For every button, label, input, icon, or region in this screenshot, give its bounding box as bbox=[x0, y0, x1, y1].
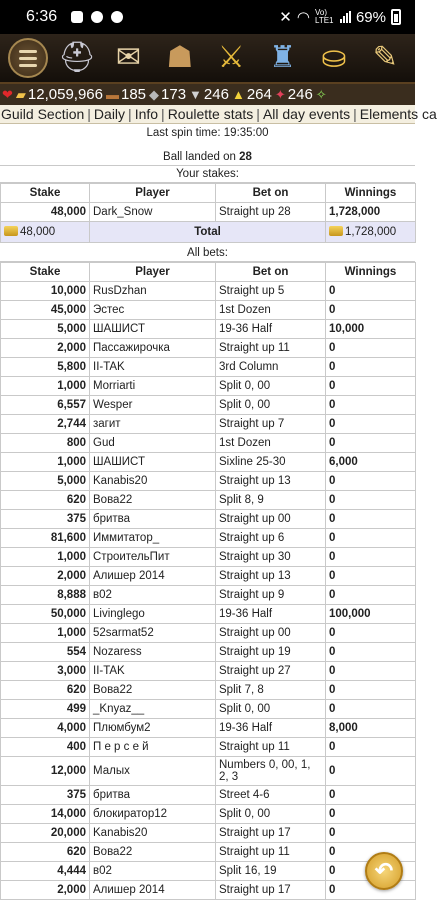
resource-health bbox=[2, 87, 13, 103]
bet-winnings: 100,000 bbox=[326, 605, 416, 624]
bet-winnings: 0 bbox=[326, 700, 416, 719]
menu-icon[interactable] bbox=[8, 38, 48, 78]
wifi-icon: ◠ bbox=[296, 9, 310, 26]
bet-winnings: 0 bbox=[326, 643, 416, 662]
bet-on: Straight up 30 bbox=[216, 548, 326, 567]
table-row bbox=[1, 529, 416, 548]
player-name[interactable]: Gud bbox=[90, 434, 216, 453]
player-header: Player bbox=[90, 263, 216, 282]
chat-notification-icon bbox=[71, 11, 83, 23]
player-name[interactable]: Livinglego bbox=[90, 605, 216, 624]
bet-winnings: 0 bbox=[326, 282, 416, 301]
bet-stake: 4,444 bbox=[1, 862, 90, 881]
bet-on: 1st Dozen bbox=[216, 434, 326, 453]
castle-icon[interactable]: ♜ bbox=[269, 41, 297, 74]
player-name[interactable]: _Knyaz__ bbox=[90, 700, 216, 719]
bet-winnings: 0 bbox=[326, 396, 416, 415]
nav-all-day-events[interactable]: All day events bbox=[262, 106, 351, 122]
cloud-icon bbox=[111, 11, 123, 23]
player-name[interactable]: П е р с е й bbox=[90, 738, 216, 757]
stake-header: Stake bbox=[1, 184, 90, 203]
gold-coin-icon bbox=[329, 226, 343, 236]
table-row bbox=[1, 624, 416, 643]
ball-number: 28 bbox=[239, 151, 252, 163]
bet-stake: 620 bbox=[1, 681, 90, 700]
helmet-icon[interactable]: ⛑ bbox=[58, 41, 97, 74]
bet-stake: 800 bbox=[1, 434, 90, 453]
bet-on: Split 16, 19 bbox=[216, 862, 326, 881]
player-name[interactable]: Малых bbox=[90, 757, 216, 786]
game-menu-bar bbox=[0, 34, 415, 84]
mute-icon: ✕ bbox=[279, 9, 292, 26]
table-row bbox=[1, 301, 416, 320]
bet-winnings: 0 bbox=[326, 843, 416, 862]
roulette-coins-icon[interactable]: ⛀ bbox=[321, 41, 347, 74]
table-row bbox=[1, 510, 416, 529]
nav-elements[interactable]: Elements ca bbox=[359, 106, 437, 122]
chat-icon[interactable]: ✎ bbox=[372, 41, 398, 74]
gold-icon: ▰ bbox=[15, 86, 26, 102]
player-name[interactable]: бритва bbox=[90, 510, 216, 529]
resource-sulfur: ▲ 264 bbox=[231, 86, 272, 103]
bet-on: Numbers 0, 00, 1, 2, 3 bbox=[216, 757, 326, 786]
nav-roulette-stats[interactable]: Roulette stats bbox=[167, 106, 254, 122]
player-name[interactable]: загит bbox=[90, 415, 216, 434]
bet-on: 19-36 Half bbox=[216, 719, 326, 738]
player-name[interactable]: Плюмбум2 bbox=[90, 719, 216, 738]
table-row bbox=[1, 491, 416, 510]
player-name[interactable]: Morriarti bbox=[90, 377, 216, 396]
bet-winnings: 0 bbox=[326, 662, 416, 681]
bet-winnings: 0 bbox=[326, 805, 416, 824]
wood-icon: ▬ bbox=[105, 87, 119, 102]
table-row bbox=[1, 377, 416, 396]
table-row bbox=[1, 472, 416, 491]
resources-bar bbox=[0, 84, 415, 105]
table-row bbox=[1, 548, 416, 567]
anvil-icon: ▼ bbox=[189, 87, 202, 102]
bet-winnings: 0 bbox=[326, 415, 416, 434]
player-name[interactable]: СтроительПит bbox=[90, 548, 216, 567]
table-row: 48,000 Dark_Snow Straight up 28 1,728,000 bbox=[1, 203, 416, 222]
gems-icon: ✧ bbox=[315, 86, 327, 102]
bet-winnings: 0 bbox=[326, 434, 416, 453]
stake-header: Stake bbox=[1, 263, 90, 282]
bet-stake: 554 bbox=[1, 643, 90, 662]
bet-on: Straight up 5 bbox=[216, 282, 326, 301]
your-stakes-table bbox=[0, 183, 416, 243]
bet-winnings: 0 bbox=[326, 377, 416, 396]
total-row: 48,000 Total 1,728,000 bbox=[1, 222, 416, 243]
table-row bbox=[1, 881, 416, 900]
bet-stake: 5,000 bbox=[1, 320, 90, 339]
resource-iron: ▼ 246 bbox=[189, 86, 229, 103]
bet-stake: 6,557 bbox=[1, 396, 90, 415]
bet-winnings: 0 bbox=[326, 824, 416, 843]
nav-daily[interactable]: Daily bbox=[93, 106, 126, 122]
bet-on-header: Bet on bbox=[216, 184, 326, 203]
player-name[interactable]: Алишер 2014 bbox=[90, 567, 216, 586]
bet-stake: 14,000 bbox=[1, 805, 90, 824]
player-name[interactable]: Вова22 bbox=[90, 681, 216, 700]
bet-stake: 3,000 bbox=[1, 662, 90, 681]
bet-on: Straight up 9 bbox=[216, 586, 326, 605]
table-row bbox=[1, 662, 416, 681]
bet-stake: 20,000 bbox=[1, 824, 90, 843]
ball-landed: Ball landed on 28 bbox=[0, 141, 415, 166]
player-name[interactable]: Иммитатор_ bbox=[90, 529, 216, 548]
return-arrow-icon: ↶ bbox=[374, 858, 394, 883]
player-name[interactable]: ШАШИСТ bbox=[90, 453, 216, 472]
bet-on: Straight up 00 bbox=[216, 624, 326, 643]
table-row bbox=[1, 282, 416, 301]
table-row bbox=[1, 586, 416, 605]
bet-on: Straight up 6 bbox=[216, 529, 326, 548]
bet-on: Split 0, 00 bbox=[216, 805, 326, 824]
bet-winnings: 0 bbox=[326, 881, 416, 900]
status-bar bbox=[0, 0, 415, 34]
bets-list bbox=[1, 282, 416, 900]
table-row bbox=[1, 605, 416, 624]
nav-guild-section[interactable]: Guild Section bbox=[1, 106, 85, 122]
bet-winnings: 0 bbox=[326, 757, 416, 786]
bet-on: Split 0, 00 bbox=[216, 396, 326, 415]
bet-stake: 400 bbox=[1, 738, 90, 757]
player-name[interactable]: блокиратор12 bbox=[90, 805, 216, 824]
bet-on: Straight up 13 bbox=[216, 472, 326, 491]
bet-stake: 5,000 bbox=[1, 472, 90, 491]
table-row bbox=[1, 320, 416, 339]
table-row bbox=[1, 567, 416, 586]
player-name[interactable]: Алишер 2014 bbox=[90, 881, 216, 900]
pyramid-icon: ▲ bbox=[231, 87, 245, 102]
bet-on: Straight up 19 bbox=[216, 643, 326, 662]
player-name[interactable]: Nozaress bbox=[90, 643, 216, 662]
clock: 6:36 bbox=[26, 8, 58, 25]
bet-winnings: 8,000 bbox=[326, 719, 416, 738]
resource-crystal: ✦ 246 bbox=[274, 86, 313, 103]
bet-on: Straight up 00 bbox=[216, 510, 326, 529]
player-name[interactable]: II-TAK bbox=[90, 662, 216, 681]
table-row bbox=[1, 415, 416, 434]
bet-winnings: 0 bbox=[326, 491, 416, 510]
bet-on: Straight up 11 bbox=[216, 339, 326, 358]
player-name[interactable]: в02 bbox=[90, 586, 216, 605]
bet-on: 19-36 Half bbox=[216, 605, 326, 624]
heart-icon: ❤ bbox=[2, 86, 13, 102]
bet-on: Split 0, 00 bbox=[216, 700, 326, 719]
bet-stake: 1,000 bbox=[1, 377, 90, 396]
battery-percent: 69% bbox=[355, 8, 386, 26]
resource-gems bbox=[316, 87, 327, 103]
table-row bbox=[1, 786, 416, 805]
trophy-swords-icon[interactable]: ⚔ bbox=[217, 41, 245, 74]
bet-winnings: 0 bbox=[326, 358, 416, 377]
bet-on: 3rd Column bbox=[216, 358, 326, 377]
table-row bbox=[1, 719, 416, 738]
winnings-header: Winnings bbox=[326, 263, 416, 282]
player-name[interactable]: II-TAK bbox=[90, 358, 216, 377]
bet-winnings: 0 bbox=[326, 586, 416, 605]
bet-winnings: 0 bbox=[326, 301, 416, 320]
bet-stake: 4,000 bbox=[1, 719, 90, 738]
bet-winnings: 0 bbox=[326, 529, 416, 548]
bet-winnings: 0 bbox=[326, 862, 416, 881]
player-name[interactable]: Эстес bbox=[90, 301, 216, 320]
resource-wood: ▬ 185 bbox=[105, 86, 147, 103]
table-row bbox=[1, 757, 416, 786]
player-name[interactable]: Вова22 bbox=[90, 843, 216, 862]
bet-winnings: 6,000 bbox=[326, 453, 416, 472]
bet-stake: 375 bbox=[1, 510, 90, 529]
table-row bbox=[1, 396, 416, 415]
bet-winnings: 0 bbox=[326, 339, 416, 358]
table-header bbox=[1, 263, 416, 282]
bet-stake: 1,000 bbox=[1, 624, 90, 643]
table-row bbox=[1, 434, 416, 453]
player-name[interactable]: RusDzhan bbox=[90, 282, 216, 301]
bet-on: 19-36 Half bbox=[216, 320, 326, 339]
table-row bbox=[1, 738, 416, 757]
bet-on: Sixline 25-30 bbox=[216, 453, 326, 472]
bet-on: Straight up 11 bbox=[216, 738, 326, 757]
table-row bbox=[1, 805, 416, 824]
bet-on: Straight up 11 bbox=[216, 843, 326, 862]
bet-winnings: 0 bbox=[326, 548, 416, 567]
all-bets-table bbox=[0, 262, 416, 900]
your-stakes-title: Your stakes: bbox=[0, 166, 415, 183]
bet-on: Straight up 13 bbox=[216, 567, 326, 586]
bet-winnings: 0 bbox=[326, 624, 416, 643]
bet-stake: 620 bbox=[1, 491, 90, 510]
bet-stake: 2,000 bbox=[1, 339, 90, 358]
table-header bbox=[1, 184, 416, 203]
bet-winnings: 0 bbox=[326, 472, 416, 491]
bet-stake: 620 bbox=[1, 843, 90, 862]
all-bets-title: All bets: bbox=[0, 245, 415, 262]
table-row bbox=[1, 824, 416, 843]
table-row bbox=[1, 681, 416, 700]
scroll-map-icon[interactable]: ✉ bbox=[115, 41, 141, 74]
bet-stake: 10,000 bbox=[1, 282, 90, 301]
table-row bbox=[1, 700, 416, 719]
nav-info[interactable]: Info bbox=[134, 106, 159, 122]
bet-on: 1st Dozen bbox=[216, 301, 326, 320]
winnings-header: Winnings bbox=[326, 184, 416, 203]
table-row bbox=[1, 843, 416, 862]
bet-stake: 2,000 bbox=[1, 567, 90, 586]
bet-on: Straight up 7 bbox=[216, 415, 326, 434]
player-header: Player bbox=[90, 184, 216, 203]
section-nav: Guild Section | Daily | Info | Roulette stats | All day events | Elements ca bbox=[1, 106, 437, 122]
roulette-results bbox=[0, 124, 415, 900]
crystal-icon: ✦ bbox=[274, 86, 286, 102]
table-row bbox=[1, 862, 416, 881]
bet-stake: 50,000 bbox=[1, 605, 90, 624]
bet-winnings: 0 bbox=[326, 567, 416, 586]
table-row bbox=[1, 358, 416, 377]
bet-winnings: 0 bbox=[326, 510, 416, 529]
player-name[interactable]: Dark_Snow bbox=[90, 203, 216, 222]
bet-winnings: 10,000 bbox=[326, 320, 416, 339]
bet-stake: 2,000 bbox=[1, 881, 90, 900]
bet-stake: 1,000 bbox=[1, 548, 90, 567]
player-name[interactable]: ШАШИСТ bbox=[90, 320, 216, 339]
player-name[interactable]: в02 bbox=[90, 862, 216, 881]
back-button[interactable] bbox=[365, 852, 403, 890]
signal-icon bbox=[340, 11, 351, 23]
bet-stake: 2,744 bbox=[1, 415, 90, 434]
bet-on: Split 8, 9 bbox=[216, 491, 326, 510]
player-name[interactable]: Kanabis20 bbox=[90, 824, 216, 843]
backpack-icon[interactable]: ☗ bbox=[166, 41, 194, 74]
player-name[interactable]: 52sarmat52 bbox=[90, 624, 216, 643]
player-name[interactable]: Kanabis20 bbox=[90, 472, 216, 491]
player-name[interactable]: Wesper bbox=[90, 396, 216, 415]
battery-icon bbox=[391, 9, 401, 25]
network-label: Vo) LTE1 bbox=[314, 8, 334, 25]
bet-stake: 81,600 bbox=[1, 529, 90, 548]
bet-on: Straight up 17 bbox=[216, 824, 326, 843]
bet-stake: 12,000 bbox=[1, 757, 90, 786]
resource-gold: ▰ 12,059,966 bbox=[15, 86, 103, 103]
bet-stake: 5,800 bbox=[1, 358, 90, 377]
bet-on-header: Bet on bbox=[216, 263, 326, 282]
bet-on: Straight up 17 bbox=[216, 881, 326, 900]
bet-stake: 45,000 bbox=[1, 301, 90, 320]
resource-stone: ◆ 173 bbox=[149, 86, 187, 103]
bet-on: Split 7, 8 bbox=[216, 681, 326, 700]
table-row bbox=[1, 453, 416, 472]
bet-winnings: 0 bbox=[326, 738, 416, 757]
bet-stake: 8,888 bbox=[1, 586, 90, 605]
bet-winnings: 0 bbox=[326, 681, 416, 700]
last-spin-time: Last spin time: 19:35:00 bbox=[146, 127, 269, 139]
bet-on: Straight up 27 bbox=[216, 662, 326, 681]
player-name[interactable]: Вова22 bbox=[90, 491, 216, 510]
stone-icon: ◆ bbox=[149, 86, 160, 102]
bet-stake: 375 bbox=[1, 786, 90, 805]
player-name[interactable]: бритва bbox=[90, 786, 216, 805]
bet-stake: 1,000 bbox=[1, 453, 90, 472]
bet-stake: 499 bbox=[1, 700, 90, 719]
table-row bbox=[1, 339, 416, 358]
total-label: Total bbox=[90, 222, 326, 243]
player-name[interactable]: Пассажирочка bbox=[90, 339, 216, 358]
bet-on: Street 4-6 bbox=[216, 786, 326, 805]
bet-on: Split 0, 00 bbox=[216, 377, 326, 396]
table-row bbox=[1, 643, 416, 662]
instagram-icon bbox=[91, 11, 103, 23]
gold-coin-icon bbox=[4, 226, 18, 236]
bet-winnings: 0 bbox=[326, 786, 416, 805]
